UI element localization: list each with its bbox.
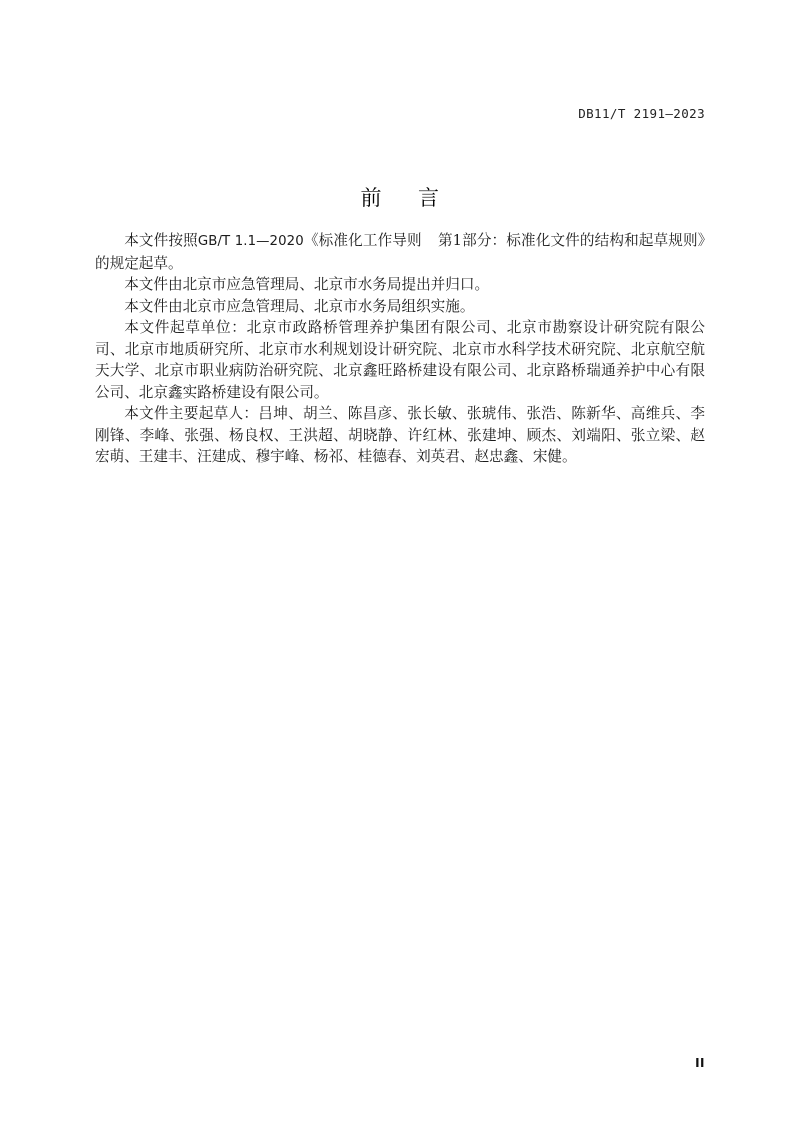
page-number: II — [695, 1056, 705, 1070]
paragraph-implemented-by: 本文件由北京市应急管理局、北京市水务局组织实施。 — [124, 297, 475, 315]
page-header — [95, 103, 705, 123]
part-reference: 第1部分： — [437, 232, 507, 249]
paragraph-basis — [95, 230, 705, 274]
basis-prefix: 本文件按照 — [124, 232, 198, 249]
page-title-char-right: 言 — [418, 186, 440, 211]
standard-reference: GB/T 1.1—2020 — [197, 234, 304, 249]
foreword-body — [95, 230, 705, 468]
paragraph-drafters: 本文件主要起草人：吕坤、胡兰、陈昌彦、张长敏、张琥伟、张浩、陈新华、高维兵、李刚锋、李峰、张强、杨良权、王洪超、胡晓静、许红林、张建坤、顾杰、刘端阳、张立梁、赵宏萌、王建丰、汪建成、穆宇峰、杨祁、桂德春、刘英君、赵忠鑫、宋健。 — [95, 405, 705, 465]
page-title-char-left: 前 — [360, 186, 382, 211]
paragraph-drafting-units: 本文件起草单位：北京市政路桥管理养护集团有限公司、北京市勘察设计研究院有限公司、北京市地质研究所、北京市水利规划设计研究院、北京市水科学技术研究院、北京航空航天大学、北京市职业病防治研究院、北京鑫旺路桥建设有限公司、北京路桥瑞通养护中心有限公司、北京鑫实路桥建设有限公司。 — [95, 319, 705, 401]
basis-middle: 《标准化工作导则 — [303, 232, 422, 249]
basis-suffix: 标准化文件的结构和起草规则》的规定起草。 — [95, 232, 705, 272]
standard-number: DB11/T 2191—2023 — [578, 106, 705, 121]
paragraph-proposed-by: 本文件由北京市应急管理局、北京市水务局提出并归口。 — [124, 276, 490, 293]
page-footer — [95, 1052, 705, 1071]
page-title — [0, 182, 800, 212]
